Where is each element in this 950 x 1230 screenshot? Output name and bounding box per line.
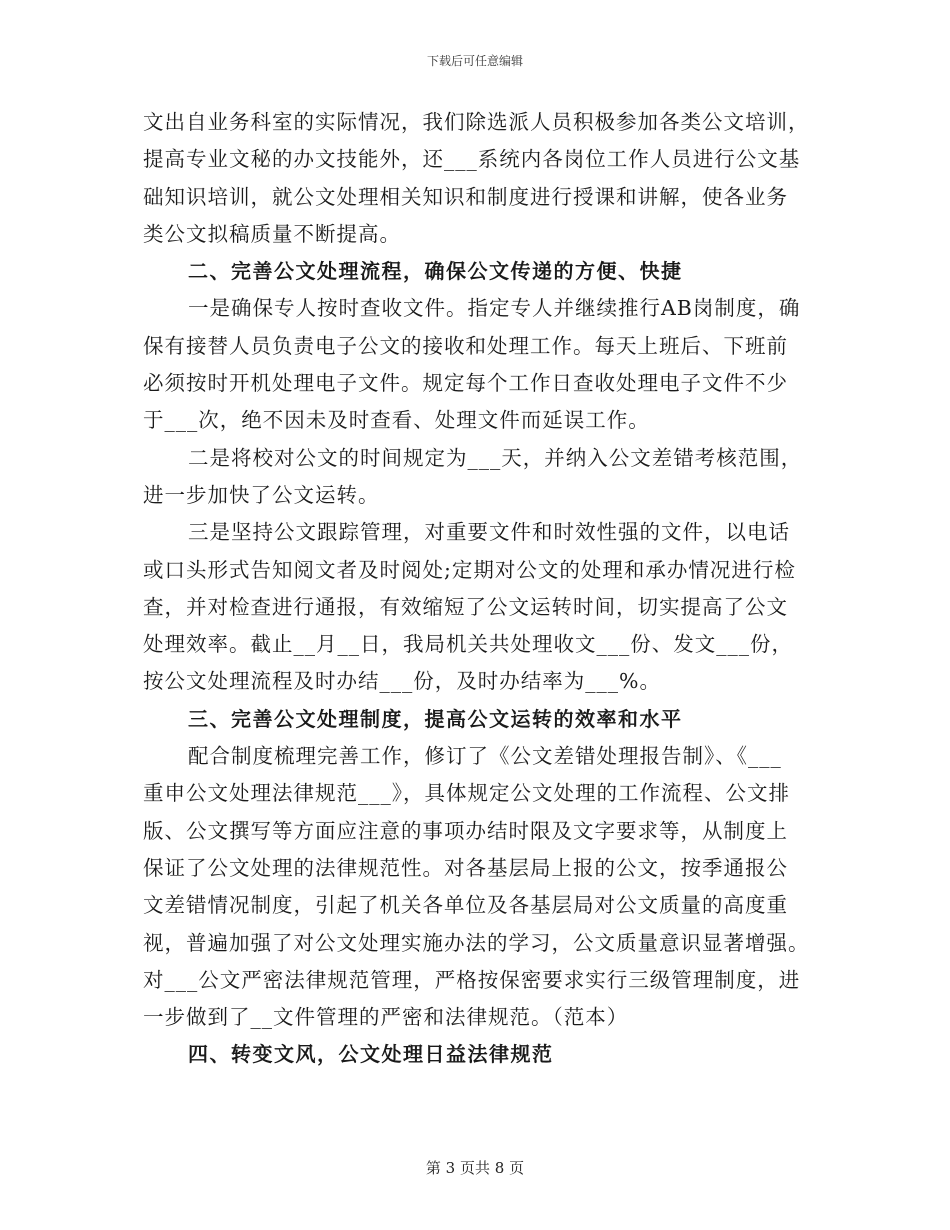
paragraph-line: 版、公文撰写等方面应注意的事项办结时限及文字要求等，从制度上	[143, 818, 788, 843]
paragraph-line: 对___公文严密法律规范管理，严格按保密要求实行三级管理制度，进	[143, 967, 801, 992]
paragraph-line: 文差错情况制度，引起了机关各单位及各基层局对公文质量的高度重	[143, 893, 788, 918]
document-body	[143, 104, 808, 1074]
paragraph-line: 处理效率。截止__月__日，我局机关共处理收文___份、发文___份，	[143, 632, 793, 657]
paragraph-line: 必须按时开机处理电子文件。规定每个工作日查收处理电子文件不少	[143, 371, 788, 396]
paragraph-line: 重申公文处理法律规范___》，具体规定公文处理的工作流程、公文排	[143, 781, 790, 806]
paragraph-line: 保有接替人员负责电子公文的接收和处理工作。每天上班后、下班前	[143, 333, 788, 358]
section-heading: 三、完善公文处理制度，提高公文运转的效率和水平	[188, 706, 683, 731]
paragraph-line: 查，并对检查进行通报，有效缩短了公文运转时间，切实提高了公文	[143, 594, 788, 619]
paragraph-line: 础知识培训，就公文处理相关知识和制度进行授课和讲解，使各业务	[143, 184, 788, 209]
page-header: 下载后可任意编辑	[426, 54, 523, 68]
paragraph-line: 二是将校对公文的时间规定为___天，并纳入公文差错考核范围，	[188, 445, 803, 470]
paragraph-line: 视，普遍加强了对公文处理实施办法的学习，公文质量意识显著增强。	[143, 930, 810, 955]
page-number: 第 3 页共 8 页	[425, 1159, 525, 1177]
paragraph-line: 提高专业文秘的办文技能外，还___系统内各岗位工作人员进行公文基	[143, 147, 801, 172]
paragraph-line: 进一步加快了公文运转。	[143, 482, 380, 507]
paragraph-line: 类公文拟稿质量不断提高。	[143, 221, 401, 246]
paragraph-line: 于___次，绝不因未及时查看、处理文件而延误工作。	[143, 408, 650, 433]
paragraph-line: 一是确保专人按时查收文件。指定专人并继续推行AB岗制度，确	[188, 296, 801, 321]
paragraph-line: 按公文处理流程及时办结___份，及时办结率为___%。	[143, 669, 661, 694]
paragraph-line: 三是坚持公文跟踪管理，对重要文件和时效性强的文件，以电话	[188, 520, 790, 545]
section-heading: 二、完善公文处理流程，确保公文传递的方便、快捷	[188, 259, 683, 284]
section-heading: 四、转变文风，公文处理日益法律规范	[188, 1042, 554, 1067]
paragraph-line: 保证了公文处理的法律规范性。对各基层局上报的公文，按季通报公	[143, 855, 788, 880]
paragraph-line: 一步做到了__文件管理的严密和法律规范。（范本）	[143, 1005, 629, 1030]
paragraph-line: 或口头形式告知阅文者及时阅处;定期对公文的处理和承办情况进行检	[143, 557, 796, 582]
paragraph-line: 配合制度梳理完善工作，修订了《公文差错处理报告制》、《___	[188, 744, 782, 769]
paragraph-line: 文出自业务科室的实际情况，我们除选派人员积极参加各类公文培训，	[143, 110, 810, 134]
